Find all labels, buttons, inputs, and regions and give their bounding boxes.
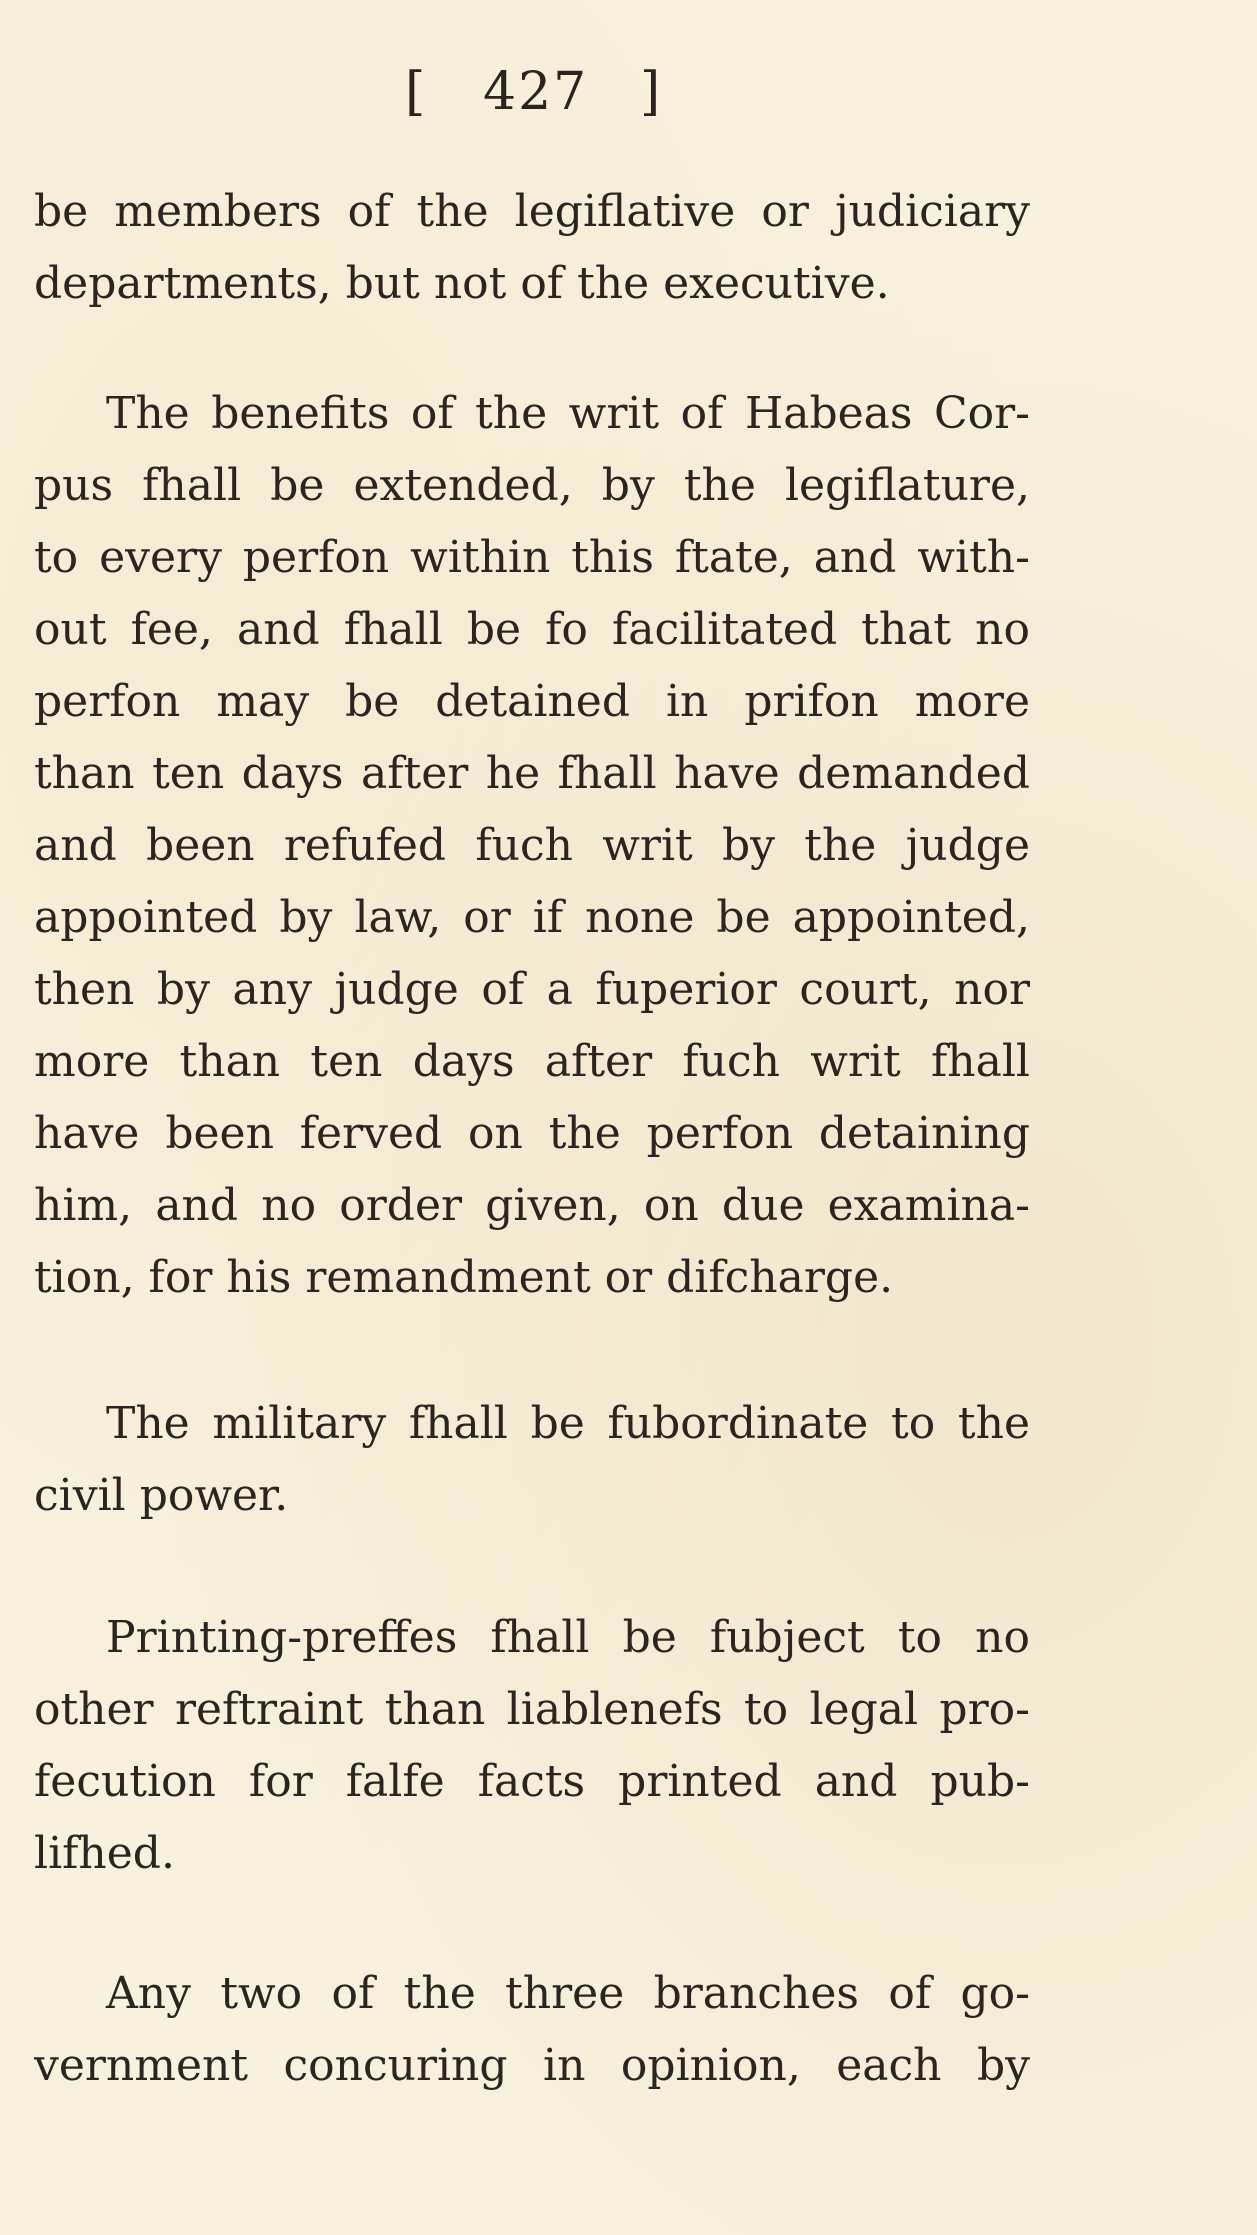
text-line: vernment concuring in opinion, each by: [34, 2040, 1030, 2091]
text-line: have been ferved on the perfon detaining: [34, 1108, 1030, 1159]
text-line: him, and no order given, on due examina-: [34, 1180, 1030, 1231]
text-line: to every perfon within this ftate, and with-: [34, 532, 1030, 583]
text-line: Printing-preffes fhall be fubject to no: [106, 1612, 1030, 1663]
text-line: tion, for his remandment or difcharge.: [34, 1252, 894, 1303]
text-line: Any two of the three branches of go-: [106, 1968, 1030, 2019]
paragraph-5: [34, 1958, 1030, 2102]
text-line: pus fhall be extended, by the legiflature,: [34, 460, 1030, 511]
paragraph-1: [34, 176, 1030, 320]
text-line: perfon may be detained in prifon more: [34, 676, 1030, 727]
page-header: [405, 62, 675, 142]
text-line: than ten days after he fhall have demanded: [34, 748, 1030, 799]
page-number: 427: [483, 62, 589, 122]
paragraph-2: [34, 378, 1030, 1314]
header-bracket-right: ]: [640, 62, 661, 122]
paragraph-4: [34, 1602, 1030, 1890]
text-line: more than ten days after fuch writ fhall: [34, 1036, 1030, 1087]
text-line: and been refufed fuch writ by the judge: [34, 820, 1030, 871]
text-line: The benefits of the writ of Habeas Cor-: [106, 388, 1030, 439]
text-line: The military fhall be fubordinate to the: [106, 1398, 1030, 1449]
text-line: appointed by law, or if none be appointed,: [34, 892, 1030, 943]
text-line: be members of the legiflative or judiciary: [34, 186, 1030, 237]
text-line: departments, but not of the executive.: [34, 258, 890, 309]
text-line: lifhed.: [34, 1828, 175, 1879]
text-line: civil power.: [34, 1470, 289, 1521]
text-line: then by any judge of a fuperior court, nor: [34, 964, 1030, 1015]
text-line: fecution for falfe facts printed and pub-: [34, 1756, 1030, 1807]
text-line: other reftraint than liablenefs to legal pro-: [34, 1684, 1030, 1735]
paragraph-3: [34, 1388, 1030, 1532]
text-line: out fee, and fhall be fo facilitated that no: [34, 604, 1030, 655]
header-bracket-left: [: [405, 62, 426, 122]
